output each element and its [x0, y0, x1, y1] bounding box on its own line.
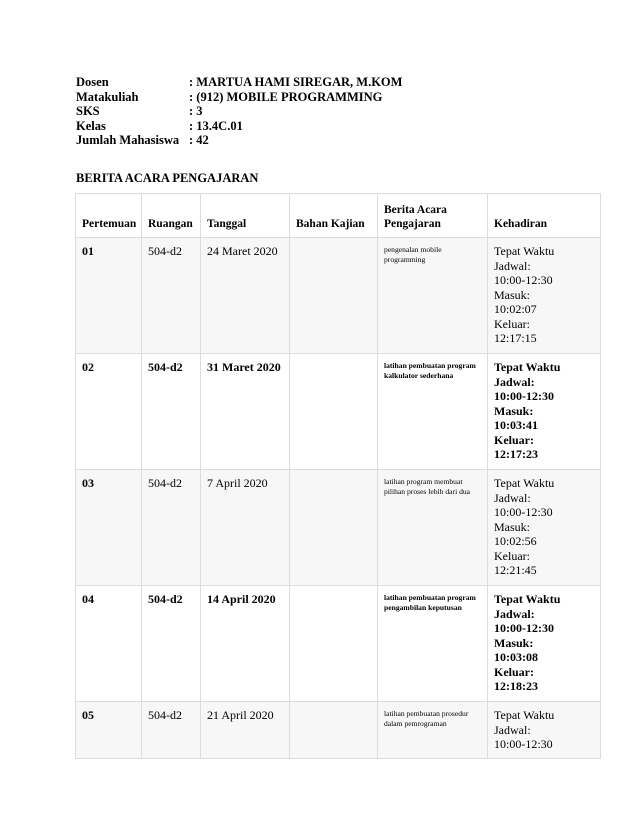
cell-tanggal: 14 April 2020: [201, 586, 290, 702]
info-value: : 13.4C.01: [189, 118, 243, 133]
info-value: : MARTUA HAMI SIREGAR, M.KOM: [189, 75, 403, 89]
cell-kehadiran: [488, 354, 601, 470]
kehadiran-status: Tepat Waktu: [494, 244, 555, 258]
kehadiran-masuk-label: Masuk:: [494, 519, 530, 534]
cell-tanggal: 24 Maret 2020: [201, 238, 290, 354]
cell-pertemuan: 03: [76, 470, 142, 586]
kehadiran-status: Tepat Waktu: [494, 708, 555, 722]
cell-bahan-kajian: [290, 238, 378, 354]
kehadiran-keluar: 12:18:23: [494, 679, 538, 693]
kehadiran-masuk-label: Masuk:: [494, 403, 534, 418]
kehadiran-jadwal-label: Jadwal:: [494, 258, 531, 273]
cell-ruangan: 504-d2: [142, 354, 201, 470]
cell-kehadiran: [488, 470, 601, 586]
column-header-ruangan: Ruangan: [142, 194, 201, 238]
info-label: Matakuliah: [76, 89, 139, 104]
kehadiran-jadwal: 10:00-12:30: [494, 505, 553, 519]
kehadiran-masuk-label: Masuk:: [494, 287, 530, 302]
column-header-berita-acara: Berita Acara Pengajaran: [378, 194, 488, 238]
column-header-bahan-kajian: Bahan Kajian: [290, 194, 378, 238]
kehadiran-keluar-label: Keluar:: [494, 664, 534, 679]
table-row: [76, 586, 601, 702]
cell-bahan-kajian: [290, 586, 378, 702]
teaching-report-table: [75, 193, 601, 759]
column-header-kehadiran: Kehadiran: [488, 194, 601, 238]
info-label: Jumlah Mahasiswa: [76, 133, 180, 148]
cell-berita-acara: latihan pembuatan program pengambilan keputusan: [378, 586, 488, 702]
kehadiran-masuk-label: Masuk:: [494, 635, 534, 650]
info-value: : 42: [189, 133, 209, 148]
kehadiran-jadwal: 10:00-12:30: [494, 273, 553, 287]
course-info: [76, 75, 402, 148]
info-value: : (912) MOBILE PROGRAMMING: [189, 89, 383, 104]
section-title: BERITA ACARA PENGAJARAN: [76, 171, 259, 185]
info-label: Kelas: [76, 118, 106, 133]
kehadiran-masuk: 10:02:07: [494, 302, 537, 316]
kehadiran-jadwal-label: Jadwal:: [494, 606, 535, 621]
cell-pertemuan: 02: [76, 354, 142, 470]
table-row: [76, 702, 601, 759]
cell-tanggal: 31 Maret 2020: [201, 354, 290, 470]
cell-bahan-kajian: [290, 470, 378, 586]
info-row-sks: [76, 104, 402, 119]
kehadiran-jadwal: 10:00-12:30: [494, 737, 553, 751]
info-value: : 3: [189, 104, 203, 119]
info-label: Dosen: [76, 75, 109, 89]
cell-ruangan: 504-d2: [142, 702, 201, 759]
kehadiran-jadwal: 10:00-12:30: [494, 621, 554, 635]
cell-berita-acara: latihan pembuatan prosedur dalam pemrograman: [378, 702, 488, 759]
table-row: [76, 238, 601, 354]
cell-berita-acara: latihan program membuat pilihan proses lebih dari dua: [378, 470, 488, 586]
cell-kehadiran: [488, 238, 601, 354]
column-header-pertemuan: Pertemuan: [76, 194, 142, 238]
kehadiran-keluar: 12:17:15: [494, 331, 537, 345]
cell-kehadiran: [488, 702, 601, 759]
cell-tanggal: 7 April 2020: [201, 470, 290, 586]
kehadiran-jadwal-label: Jadwal:: [494, 722, 531, 737]
cell-ruangan: 504-d2: [142, 238, 201, 354]
kehadiran-keluar: 12:21:45: [494, 563, 537, 577]
cell-bahan-kajian: [290, 702, 378, 759]
cell-ruangan: 504-d2: [142, 470, 201, 586]
cell-tanggal: 21 April 2020: [201, 702, 290, 759]
cell-bahan-kajian: [290, 354, 378, 470]
cell-ruangan: 504-d2: [142, 586, 201, 702]
info-label: SKS: [76, 104, 100, 119]
cell-pertemuan: 01: [76, 238, 142, 354]
info-row-dosen: [76, 75, 402, 90]
kehadiran-status: Tepat Waktu: [494, 476, 555, 490]
info-row-matakuliah: [76, 90, 402, 105]
kehadiran-keluar-label: Keluar:: [494, 548, 530, 563]
kehadiran-jadwal: 10:00-12:30: [494, 389, 554, 403]
kehadiran-jadwal-label: Jadwal:: [494, 374, 535, 389]
table-row: [76, 470, 601, 586]
kehadiran-masuk: 10:03:08: [494, 650, 538, 664]
cell-kehadiran: [488, 586, 601, 702]
kehadiran-status: Tepat Waktu: [494, 360, 561, 374]
table-row: [76, 354, 601, 470]
kehadiran-keluar-label: Keluar:: [494, 432, 534, 447]
kehadiran-masuk: 10:02:56: [494, 534, 537, 548]
cell-berita-acara: pengenalan mobile programming: [378, 238, 488, 354]
kehadiran-status: Tepat Waktu: [494, 592, 561, 606]
kehadiran-keluar-label: Keluar:: [494, 316, 530, 331]
cell-pertemuan: 05: [76, 702, 142, 759]
kehadiran-keluar: 12:17:23: [494, 447, 538, 461]
table-header-row: [76, 194, 601, 238]
column-header-tanggal: Tanggal: [201, 194, 290, 238]
kehadiran-jadwal-label: Jadwal:: [494, 490, 531, 505]
kehadiran-masuk: 10:03:41: [494, 418, 538, 432]
info-row-kelas: [76, 119, 402, 134]
info-row-jumlah-mahasiswa: [76, 133, 402, 148]
cell-pertemuan: 04: [76, 586, 142, 702]
cell-berita-acara: latihan pembuatan program kalkulator sederhana: [378, 354, 488, 470]
